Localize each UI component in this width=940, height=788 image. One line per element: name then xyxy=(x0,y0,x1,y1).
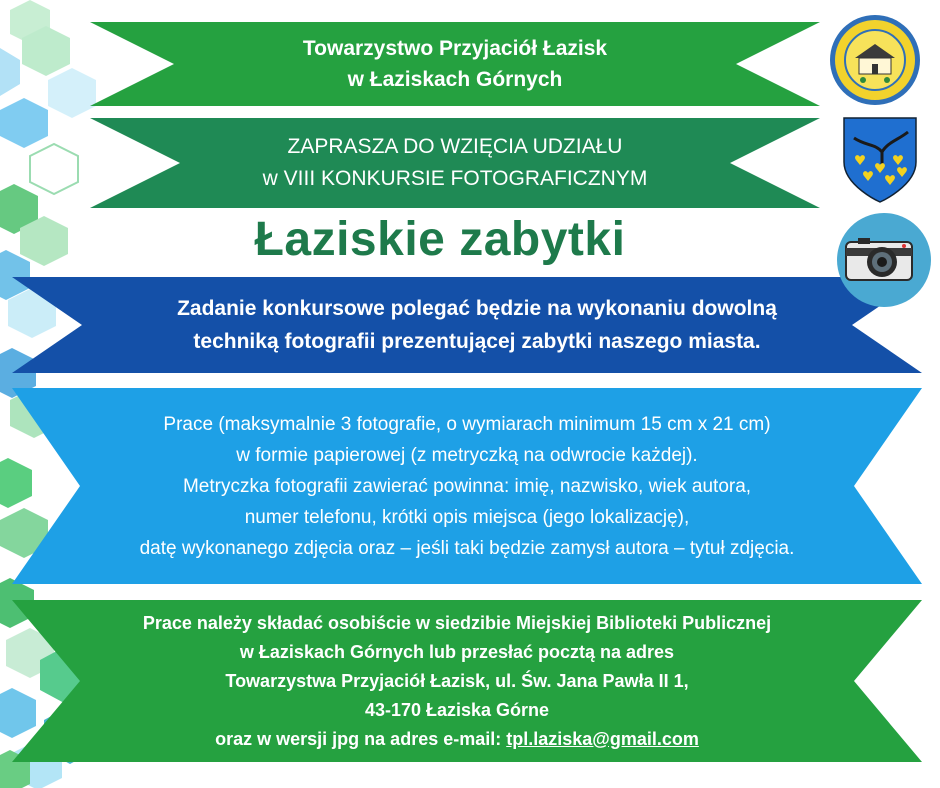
submission-line4: 43-170 Łaziska Górne xyxy=(364,699,550,720)
organization-name-line2: w Łaziskach Górnych xyxy=(347,68,563,91)
submission-line3: Towarzystwa Przyjaciół Łazisk, ul. Św. Jana Pawła II 1, xyxy=(225,670,689,691)
contest-title: Łaziskie zabytki xyxy=(254,213,626,266)
rules-line5: datę wykonanego zdjęcia oraz – jeśli taki będzie zamysł autora – tytuł zdjęcia. xyxy=(139,537,795,559)
task-banner xyxy=(12,277,922,373)
society-logo-icon xyxy=(829,14,921,106)
task-line2: techniką fotografii prezentującej zabytki naszego miasta. xyxy=(193,330,761,353)
email-prefix: oraz w wersji jpg na adres e-mail: xyxy=(215,728,507,749)
invitation-line1: ZAPRASZA DO WZIĘCIA UDZIAŁU xyxy=(287,135,623,158)
coat-of-arms-icon xyxy=(842,116,918,204)
submission-banner xyxy=(12,600,922,762)
rules-line3: Metryczka fotografii zawierać powinna: imię, nazwisko, wiek autora, xyxy=(182,475,752,497)
submission-line2: w Łaziskach Górnych lub przesłać pocztą na adres xyxy=(239,641,675,662)
submission-line1: Prace należy składać osobiście w siedzibie Miejskiej Biblioteki Publicznej xyxy=(142,612,772,633)
invitation-line2: w VIII KONKURSIE FOTOGRAFICZNYM xyxy=(262,167,648,190)
rules-line4: numer telefonu, krótki opis miejsca (jego lokalizację), xyxy=(244,506,690,528)
email-link[interactable]: tpl.laziska@gmail.com xyxy=(506,728,699,749)
rules-line2: w formie papierowej (z metryczką na odwrocie każdej). xyxy=(236,444,698,466)
rules-line1: Prace (maksymalnie 3 fotografie, o wymiarach minimum 15 cm x 21 cm) xyxy=(163,413,771,435)
organization-name-line1: Towarzystwo Przyjaciół Łazisk xyxy=(302,37,608,60)
camera-icon xyxy=(836,212,932,308)
rules-banner xyxy=(12,388,922,584)
task-line1: Zadanie konkursowe polegać będzie na wykonaniu dowolną xyxy=(177,297,777,320)
submission-line5 xyxy=(215,725,699,754)
invitation-banner xyxy=(90,118,820,208)
organization-banner xyxy=(90,22,820,106)
